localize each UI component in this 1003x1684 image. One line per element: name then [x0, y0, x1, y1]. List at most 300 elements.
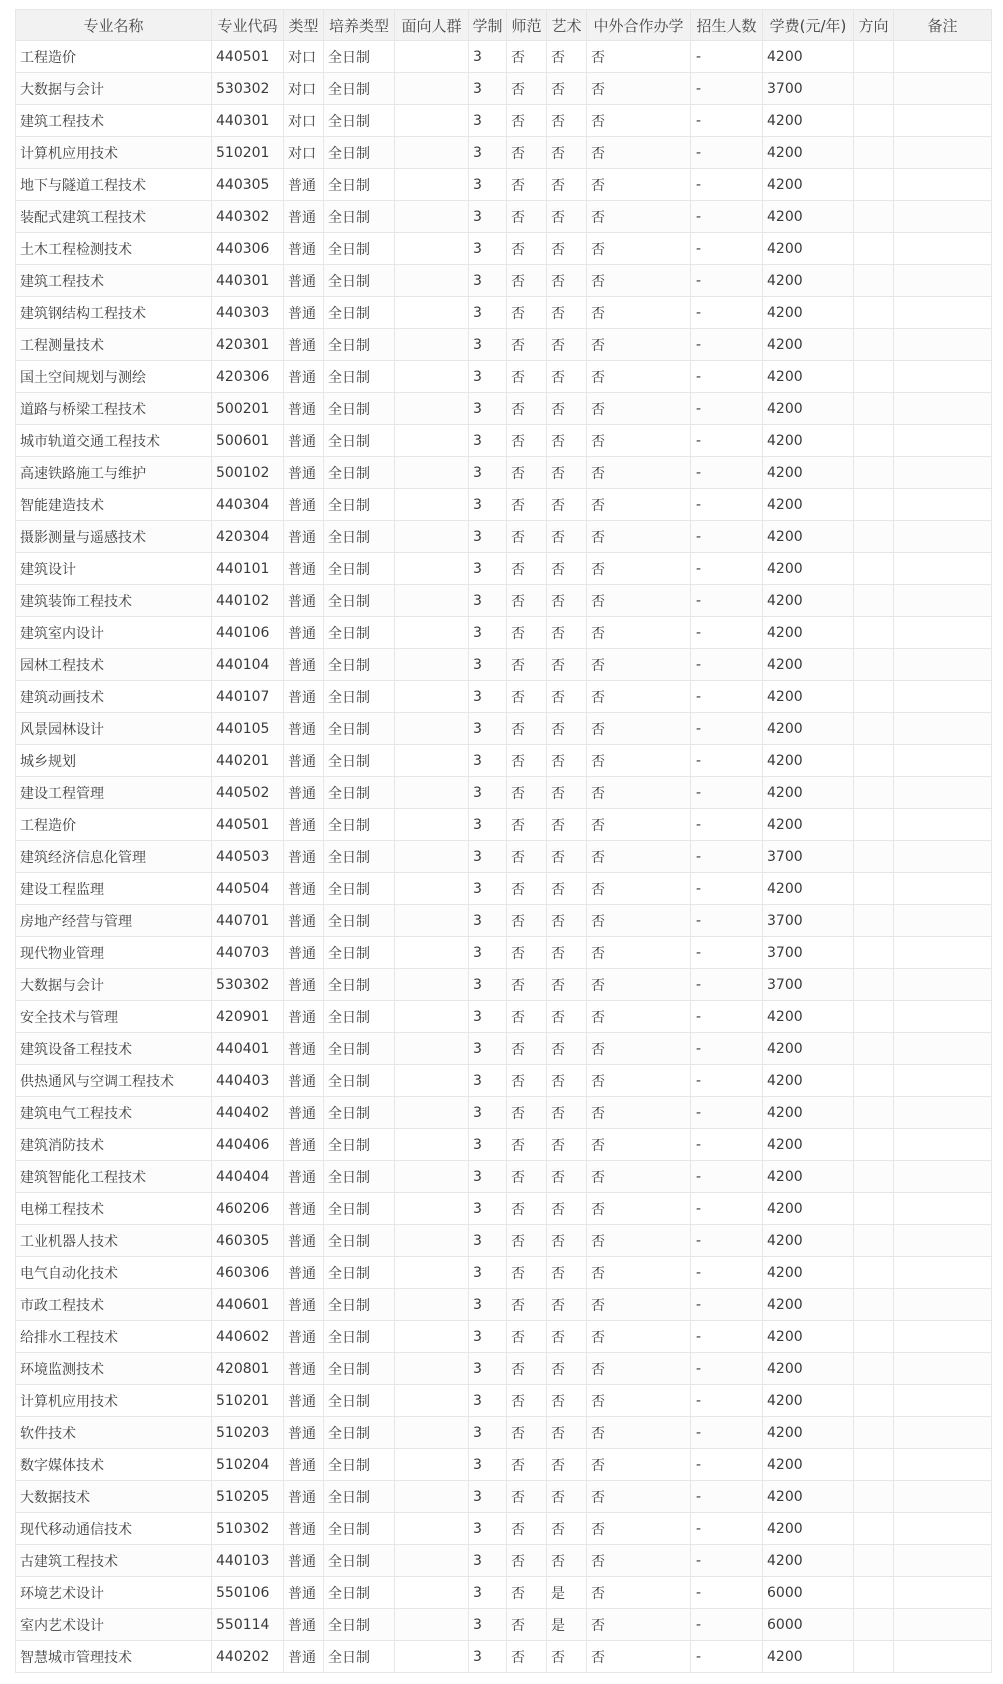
- cell-art: 否: [547, 1321, 587, 1353]
- cell-sino-foreign: 否: [587, 1481, 691, 1513]
- cell-direction: [854, 1577, 894, 1609]
- cell-enrollment: -: [691, 521, 763, 553]
- cell-major-name: 城市轨道交通工程技术: [16, 425, 212, 457]
- cell-sino-foreign: 否: [587, 1129, 691, 1161]
- table-row: [16, 457, 992, 489]
- cell-normal-school: 否: [507, 329, 547, 361]
- cell-normal-school: 否: [507, 969, 547, 1001]
- cell-sino-foreign: 否: [587, 137, 691, 169]
- cell-type: 普通: [284, 1129, 324, 1161]
- cell-sino-foreign: 否: [587, 1289, 691, 1321]
- cell-tuition: 3700: [763, 73, 854, 105]
- cell-sino-foreign: 否: [587, 329, 691, 361]
- cell-normal-school: 否: [507, 905, 547, 937]
- cell-major-code: 500201: [212, 393, 284, 425]
- cell-major-code: 440102: [212, 585, 284, 617]
- cell-art: 否: [547, 1449, 587, 1481]
- cell-tuition: 4200: [763, 1193, 854, 1225]
- cell-direction: [854, 1033, 894, 1065]
- cell-type: 普通: [284, 329, 324, 361]
- cell-tuition: 4200: [763, 1161, 854, 1193]
- cell-major-name: 大数据技术: [16, 1481, 212, 1513]
- cell-remarks: [894, 1577, 992, 1609]
- cell-direction: [854, 1065, 894, 1097]
- cell-major-name: 建筑智能化工程技术: [16, 1161, 212, 1193]
- cell-sino-foreign: 否: [587, 1193, 691, 1225]
- cell-direction: [854, 1385, 894, 1417]
- cell-normal-school: 否: [507, 745, 547, 777]
- cell-sino-foreign: 否: [587, 1641, 691, 1673]
- cell-sino-foreign: 否: [587, 649, 691, 681]
- cell-major-code: 510201: [212, 1385, 284, 1417]
- cell-tuition: 4200: [763, 425, 854, 457]
- cell-duration: 3: [469, 777, 507, 809]
- cell-tuition: 4200: [763, 713, 854, 745]
- cell-sino-foreign: 否: [587, 1161, 691, 1193]
- cell-target-group: [395, 745, 469, 777]
- cell-major-code: 440503: [212, 841, 284, 873]
- cell-normal-school: 否: [507, 841, 547, 873]
- cell-tuition: 4200: [763, 1481, 854, 1513]
- cell-target-group: [395, 1097, 469, 1129]
- cell-art: 否: [547, 969, 587, 1001]
- cell-sino-foreign: 否: [587, 1417, 691, 1449]
- cell-duration: 3: [469, 489, 507, 521]
- cell-duration: 3: [469, 1289, 507, 1321]
- cell-training-type: 全日制: [324, 73, 395, 105]
- table-row: [16, 1001, 992, 1033]
- cell-enrollment: -: [691, 1193, 763, 1225]
- cell-major-name: 电气自动化技术: [16, 1257, 212, 1289]
- table-row: [16, 841, 992, 873]
- cell-sino-foreign: 否: [587, 1385, 691, 1417]
- cell-major-code: 440104: [212, 649, 284, 681]
- table-row: [16, 393, 992, 425]
- cell-major-name: 智慧城市管理技术: [16, 1641, 212, 1673]
- cell-duration: 3: [469, 1481, 507, 1513]
- cell-direction: [854, 649, 894, 681]
- cell-type: 普通: [284, 617, 324, 649]
- cell-target-group: [395, 1545, 469, 1577]
- cell-target-group: [395, 297, 469, 329]
- cell-target-group: [395, 521, 469, 553]
- table-row: [16, 1545, 992, 1577]
- cell-normal-school: 否: [507, 1065, 547, 1097]
- cell-major-name: 大数据与会计: [16, 969, 212, 1001]
- table-row: [16, 905, 992, 937]
- cell-remarks: [894, 1257, 992, 1289]
- cell-duration: 3: [469, 905, 507, 937]
- cell-enrollment: -: [691, 1641, 763, 1673]
- cell-duration: 3: [469, 105, 507, 137]
- cell-enrollment: -: [691, 105, 763, 137]
- cell-normal-school: 否: [507, 1385, 547, 1417]
- cell-sino-foreign: 否: [587, 233, 691, 265]
- cell-duration: 3: [469, 1065, 507, 1097]
- cell-art: 否: [547, 777, 587, 809]
- cell-major-code: 440303: [212, 297, 284, 329]
- cell-remarks: [894, 1129, 992, 1161]
- cell-major-code: 550114: [212, 1609, 284, 1641]
- cell-major-name: 市政工程技术: [16, 1289, 212, 1321]
- cell-sino-foreign: 否: [587, 1065, 691, 1097]
- cell-enrollment: -: [691, 297, 763, 329]
- cell-training-type: 全日制: [324, 1225, 395, 1257]
- cell-normal-school: 否: [507, 617, 547, 649]
- cell-target-group: [395, 617, 469, 649]
- cell-duration: 3: [469, 1417, 507, 1449]
- cell-remarks: [894, 201, 992, 233]
- cell-direction: [854, 745, 894, 777]
- cell-remarks: [894, 937, 992, 969]
- column-header-major-name: 专业名称: [16, 10, 212, 41]
- cell-type: 普通: [284, 1193, 324, 1225]
- cell-training-type: 全日制: [324, 393, 395, 425]
- cell-target-group: [395, 169, 469, 201]
- cell-major-name: 建筑设备工程技术: [16, 1033, 212, 1065]
- cell-major-code: 440601: [212, 1289, 284, 1321]
- cell-target-group: [395, 393, 469, 425]
- cell-normal-school: 否: [507, 1289, 547, 1321]
- cell-enrollment: -: [691, 713, 763, 745]
- cell-major-name: 建筑室内设计: [16, 617, 212, 649]
- cell-art: 否: [547, 1001, 587, 1033]
- cell-direction: [854, 393, 894, 425]
- cell-direction: [854, 1513, 894, 1545]
- cell-training-type: 全日制: [324, 809, 395, 841]
- table-row: [16, 777, 992, 809]
- cell-tuition: 4200: [763, 1321, 854, 1353]
- table-row: [16, 297, 992, 329]
- cell-art: 否: [547, 745, 587, 777]
- cell-art: 否: [547, 521, 587, 553]
- cell-tuition: 4200: [763, 1641, 854, 1673]
- cell-direction: [854, 681, 894, 713]
- cell-target-group: [395, 41, 469, 73]
- cell-sino-foreign: 否: [587, 1609, 691, 1641]
- cell-duration: 3: [469, 41, 507, 73]
- cell-type: 普通: [284, 745, 324, 777]
- table-header: [16, 10, 992, 41]
- cell-type: 普通: [284, 841, 324, 873]
- cell-tuition: 4200: [763, 361, 854, 393]
- cell-remarks: [894, 361, 992, 393]
- cell-sino-foreign: 否: [587, 585, 691, 617]
- cell-duration: 3: [469, 73, 507, 105]
- cell-remarks: [894, 553, 992, 585]
- cell-remarks: [894, 1481, 992, 1513]
- cell-normal-school: 否: [507, 425, 547, 457]
- cell-training-type: 全日制: [324, 841, 395, 873]
- cell-sino-foreign: 否: [587, 713, 691, 745]
- cell-sino-foreign: 否: [587, 1321, 691, 1353]
- cell-target-group: [395, 777, 469, 809]
- cell-remarks: [894, 1417, 992, 1449]
- cell-type: 普通: [284, 905, 324, 937]
- cell-art: 否: [547, 201, 587, 233]
- cell-direction: [854, 1097, 894, 1129]
- cell-major-code: 500601: [212, 425, 284, 457]
- cell-major-name: 建筑工程技术: [16, 105, 212, 137]
- cell-art: 否: [547, 841, 587, 873]
- cell-type: 普通: [284, 553, 324, 585]
- cell-major-code: 440306: [212, 233, 284, 265]
- cell-normal-school: 否: [507, 1513, 547, 1545]
- cell-type: 普通: [284, 297, 324, 329]
- table-row: [16, 1097, 992, 1129]
- cell-direction: [854, 73, 894, 105]
- cell-target-group: [395, 1641, 469, 1673]
- cell-direction: [854, 1001, 894, 1033]
- cell-type: 普通: [284, 1513, 324, 1545]
- cell-training-type: 全日制: [324, 1513, 395, 1545]
- cell-enrollment: -: [691, 329, 763, 361]
- cell-art: 否: [547, 1257, 587, 1289]
- cell-sino-foreign: 否: [587, 1033, 691, 1065]
- cell-normal-school: 否: [507, 649, 547, 681]
- cell-tuition: 4200: [763, 457, 854, 489]
- cell-normal-school: 否: [507, 361, 547, 393]
- cell-major-code: 460306: [212, 1257, 284, 1289]
- cell-remarks: [894, 809, 992, 841]
- cell-type: 对口: [284, 41, 324, 73]
- cell-training-type: 全日制: [324, 713, 395, 745]
- cell-type: 普通: [284, 1065, 324, 1097]
- table-row: [16, 969, 992, 1001]
- cell-major-name: 道路与桥梁工程技术: [16, 393, 212, 425]
- cell-normal-school: 否: [507, 1481, 547, 1513]
- cell-duration: 3: [469, 553, 507, 585]
- table-row: [16, 1385, 992, 1417]
- table-row: [16, 169, 992, 201]
- cell-direction: [854, 297, 894, 329]
- cell-type: 普通: [284, 1033, 324, 1065]
- cell-direction: [854, 841, 894, 873]
- cell-sino-foreign: 否: [587, 745, 691, 777]
- cell-direction: [854, 1257, 894, 1289]
- cell-major-name: 数字媒体技术: [16, 1449, 212, 1481]
- cell-art: 否: [547, 1161, 587, 1193]
- cell-major-name: 环境艺术设计: [16, 1577, 212, 1609]
- cell-type: 普通: [284, 1545, 324, 1577]
- cell-art: 否: [547, 1385, 587, 1417]
- cell-major-code: 440106: [212, 617, 284, 649]
- cell-tuition: 4200: [763, 1449, 854, 1481]
- cell-major-name: 建筑设计: [16, 553, 212, 585]
- cell-major-name: 建筑电气工程技术: [16, 1097, 212, 1129]
- cell-type: 普通: [284, 809, 324, 841]
- cell-target-group: [395, 873, 469, 905]
- cell-type: 普通: [284, 1289, 324, 1321]
- cell-major-name: 现代物业管理: [16, 937, 212, 969]
- cell-major-name: 地下与隧道工程技术: [16, 169, 212, 201]
- cell-normal-school: 否: [507, 1129, 547, 1161]
- cell-enrollment: -: [691, 265, 763, 297]
- table-row: [16, 745, 992, 777]
- cell-normal-school: 否: [507, 1577, 547, 1609]
- cell-training-type: 全日制: [324, 489, 395, 521]
- cell-target-group: [395, 233, 469, 265]
- cell-training-type: 全日制: [324, 1033, 395, 1065]
- cell-target-group: [395, 265, 469, 297]
- cell-direction: [854, 361, 894, 393]
- cell-type: 对口: [284, 105, 324, 137]
- cell-direction: [854, 777, 894, 809]
- cell-major-name: 给排水工程技术: [16, 1321, 212, 1353]
- cell-sino-foreign: 否: [587, 41, 691, 73]
- cell-normal-school: 否: [507, 1609, 547, 1641]
- cell-direction: [854, 1417, 894, 1449]
- table-row: [16, 1641, 992, 1673]
- cell-duration: 3: [469, 649, 507, 681]
- cell-major-name: 现代移动通信技术: [16, 1513, 212, 1545]
- cell-major-code: 510203: [212, 1417, 284, 1449]
- cell-direction: [854, 809, 894, 841]
- cell-sino-foreign: 否: [587, 521, 691, 553]
- table-row: [16, 1289, 992, 1321]
- cell-direction: [854, 169, 894, 201]
- cell-major-code: 440703: [212, 937, 284, 969]
- cell-training-type: 全日制: [324, 265, 395, 297]
- cell-normal-school: 否: [507, 73, 547, 105]
- table-row: [16, 1033, 992, 1065]
- cell-remarks: [894, 1449, 992, 1481]
- column-header-remarks: 备注: [894, 10, 992, 41]
- cell-remarks: [894, 1513, 992, 1545]
- table-row: [16, 1481, 992, 1513]
- cell-target-group: [395, 73, 469, 105]
- cell-training-type: 全日制: [324, 1065, 395, 1097]
- table-row: [16, 41, 992, 73]
- cell-enrollment: -: [691, 1129, 763, 1161]
- cell-duration: 3: [469, 937, 507, 969]
- cell-enrollment: -: [691, 841, 763, 873]
- cell-tuition: 4200: [763, 1097, 854, 1129]
- cell-major-code: 500102: [212, 457, 284, 489]
- cell-major-code: 440501: [212, 41, 284, 73]
- cell-normal-school: 否: [507, 1161, 547, 1193]
- cell-type: 普通: [284, 777, 324, 809]
- cell-art: 否: [547, 1097, 587, 1129]
- cell-normal-school: 否: [507, 585, 547, 617]
- cell-target-group: [395, 1161, 469, 1193]
- cell-type: 普通: [284, 521, 324, 553]
- cell-normal-school: 否: [507, 233, 547, 265]
- cell-major-name: 建设工程监理: [16, 873, 212, 905]
- cell-remarks: [894, 265, 992, 297]
- cell-tuition: 4200: [763, 553, 854, 585]
- cell-duration: 3: [469, 361, 507, 393]
- cell-training-type: 全日制: [324, 905, 395, 937]
- cell-duration: 3: [469, 617, 507, 649]
- cell-tuition: 3700: [763, 937, 854, 969]
- cell-sino-foreign: 否: [587, 393, 691, 425]
- cell-duration: 3: [469, 1001, 507, 1033]
- table-row: [16, 489, 992, 521]
- cell-art: 否: [547, 905, 587, 937]
- cell-tuition: 6000: [763, 1609, 854, 1641]
- cell-art: 否: [547, 649, 587, 681]
- column-header-duration: 学制: [469, 10, 507, 41]
- cell-target-group: [395, 1033, 469, 1065]
- cell-target-group: [395, 137, 469, 169]
- cell-tuition: 4200: [763, 105, 854, 137]
- cell-type: 普通: [284, 1161, 324, 1193]
- cell-training-type: 全日制: [324, 201, 395, 233]
- table-row: [16, 1225, 992, 1257]
- cell-art: 否: [547, 457, 587, 489]
- cell-enrollment: -: [691, 1545, 763, 1577]
- cell-duration: 3: [469, 969, 507, 1001]
- cell-major-name: 房地产经营与管理: [16, 905, 212, 937]
- table-row: [16, 937, 992, 969]
- cell-remarks: [894, 1065, 992, 1097]
- cell-duration: 3: [469, 137, 507, 169]
- cell-tuition: 6000: [763, 1577, 854, 1609]
- cell-target-group: [395, 457, 469, 489]
- cell-enrollment: -: [691, 777, 763, 809]
- cell-type: 普通: [284, 169, 324, 201]
- cell-art: 否: [547, 1481, 587, 1513]
- cell-target-group: [395, 1609, 469, 1641]
- cell-remarks: [894, 425, 992, 457]
- table-row: [16, 233, 992, 265]
- cell-remarks: [894, 681, 992, 713]
- cell-target-group: [395, 489, 469, 521]
- cell-normal-school: 否: [507, 393, 547, 425]
- cell-art: 否: [547, 233, 587, 265]
- cell-art: 否: [547, 1193, 587, 1225]
- cell-type: 普通: [284, 361, 324, 393]
- cell-major-name: 工程造价: [16, 41, 212, 73]
- cell-normal-school: 否: [507, 265, 547, 297]
- table-row: [16, 1609, 992, 1641]
- cell-major-code: 440404: [212, 1161, 284, 1193]
- cell-remarks: [894, 713, 992, 745]
- cell-art: 否: [547, 873, 587, 905]
- table-row: [16, 521, 992, 553]
- cell-training-type: 全日制: [324, 873, 395, 905]
- cell-sino-foreign: 否: [587, 777, 691, 809]
- cell-enrollment: -: [691, 73, 763, 105]
- cell-remarks: [894, 1097, 992, 1129]
- cell-art: 否: [547, 617, 587, 649]
- cell-target-group: [395, 1225, 469, 1257]
- cell-training-type: 全日制: [324, 1481, 395, 1513]
- cell-enrollment: -: [691, 201, 763, 233]
- cell-sino-foreign: 否: [587, 937, 691, 969]
- cell-tuition: 4200: [763, 169, 854, 201]
- cell-art: 否: [547, 105, 587, 137]
- cell-art: 否: [547, 1225, 587, 1257]
- cell-remarks: [894, 1001, 992, 1033]
- cell-normal-school: 否: [507, 1545, 547, 1577]
- cell-major-name: 园林工程技术: [16, 649, 212, 681]
- cell-enrollment: -: [691, 873, 763, 905]
- cell-normal-school: 否: [507, 41, 547, 73]
- cell-enrollment: -: [691, 137, 763, 169]
- cell-major-code: 440302: [212, 201, 284, 233]
- cell-enrollment: -: [691, 905, 763, 937]
- cell-sino-foreign: 否: [587, 873, 691, 905]
- cell-sino-foreign: 否: [587, 809, 691, 841]
- cell-art: 是: [547, 1577, 587, 1609]
- cell-tuition: 4200: [763, 1513, 854, 1545]
- cell-art: 否: [547, 1065, 587, 1097]
- cell-major-code: 510205: [212, 1481, 284, 1513]
- cell-target-group: [395, 1065, 469, 1097]
- cell-direction: [854, 1481, 894, 1513]
